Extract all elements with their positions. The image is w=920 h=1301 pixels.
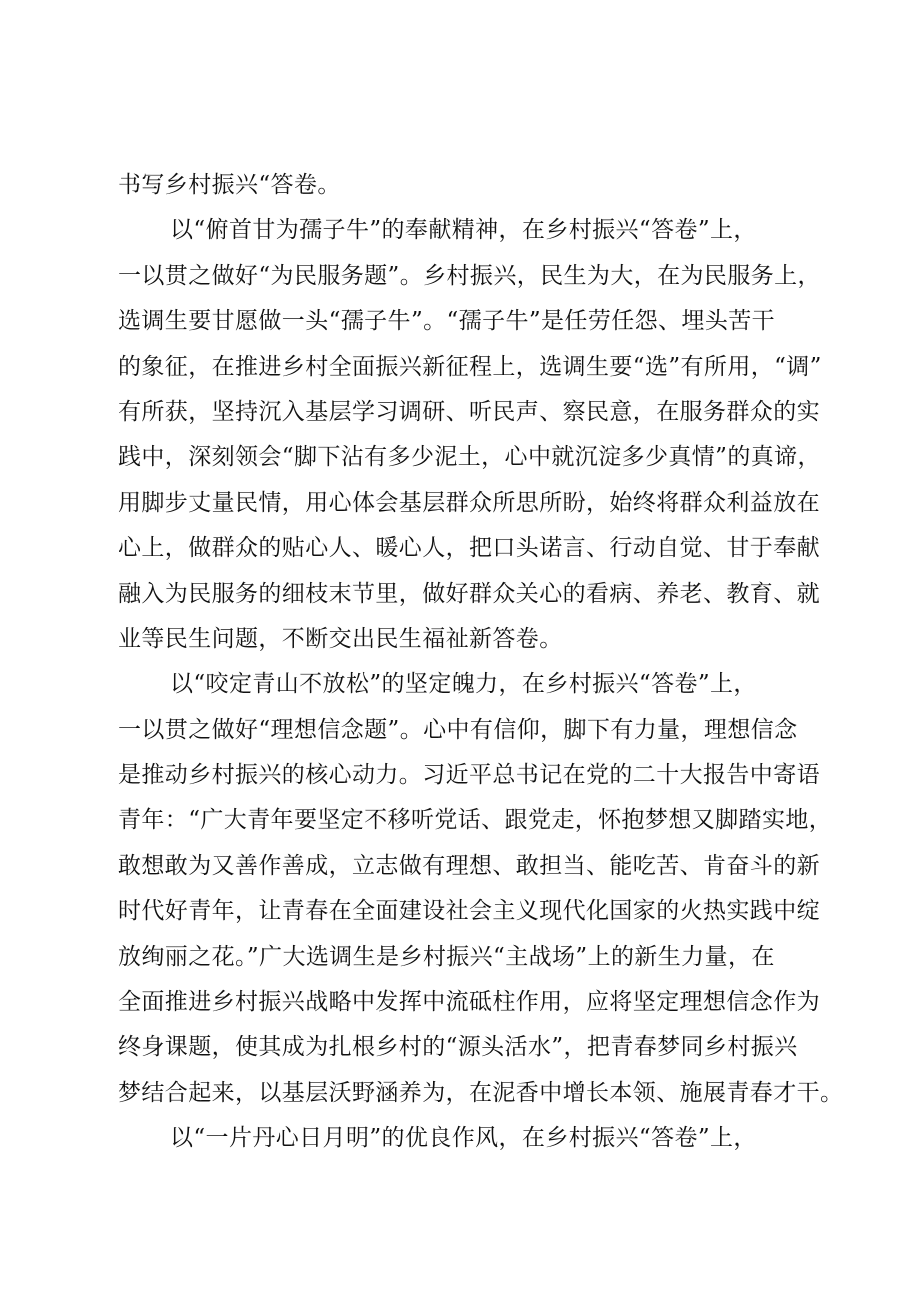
text-line: 一以贯之做好“为民服务题”。乡村振兴，民生为大，在为民服务上， [118, 262, 821, 289]
paragraph-first-line: 以“俯首甘为孺子牛”的奉献精神，在乡村振兴“答卷”上， [170, 217, 757, 244]
text-line: 心上，做群众的贴心人、暖心人，把口头诺言、行动自觉、甘于奉献 [118, 535, 820, 562]
text-line: 全面推进乡村振兴战略中发挥中流砥柱作用，应将坚定理想信念作为 [118, 989, 820, 1016]
text-line: 践中，深刻领会“脚下沾有多少泥土，心中就沉淀多少真情”的真谛， [118, 444, 821, 471]
text-line: 终身课题，使其成为扎根乡村的“源头活水”，把青春梦同乡村振兴 [118, 1034, 798, 1061]
text-line: 业等民生问题，不断交出民生福祉新答卷。 [118, 625, 563, 652]
text-line: 青年：“广大青年要坚定不移听党话、跟党走，怀抱梦想又脚踏实地， [118, 807, 833, 834]
paragraph-first-line: 以“一片丹心日月明”的优良作风，在乡村振兴“答卷”上， [170, 1125, 757, 1152]
text-line: 时代好青年，让青春在全面建设社会主义现代化国家的火热实践中绽 [118, 898, 820, 925]
text-line: 融入为民服务的细枝末节里，做好群众关心的看病、养老、教育、就 [118, 580, 820, 607]
text-line: 书写乡村振兴“答卷。 [118, 172, 341, 198]
document-body [118, 163, 844, 1162]
text-line: 选调生要甘愿做一头“孺子牛”。“孺子牛”是任劳任怨、埋头苦干 [118, 308, 776, 335]
text-line: 是推动乡村振兴的核心动力。习近平总书记在党的二十大报告中寄语 [118, 762, 820, 789]
text-line: 敢想敢为又善作善成，立志做有理想、敢担当、能吃苦、肯奋斗的新 [118, 852, 820, 879]
text-line: 一以贯之做好“理想信念题”。心中有信仰，脚下有力量，理想信念 [118, 716, 798, 743]
text-line: 有所获，坚持沉入基层学习调研、听民声、察民意，在服务群众的实 [118, 398, 820, 425]
text-line: 梦结合起来，以基层沃野涵养为，在泥香中增长本领、施展青春才干。 [118, 1079, 844, 1106]
paragraph-first-line: 以“咬定青山不放松”的坚定魄力，在乡村振兴“答卷”上， [170, 671, 757, 698]
text-line: 的象征，在推进乡村全面振兴新征程上，选调生要“选”有所用，“调” [118, 353, 822, 380]
text-line: 放绚丽之花。”广大选调生是乡村振兴“主战场”上的新生力量，在 [118, 943, 775, 970]
text-line: 用脚步丈量民情，用心体会基层群众所思所盼，始终将群众利益放在 [118, 489, 820, 516]
